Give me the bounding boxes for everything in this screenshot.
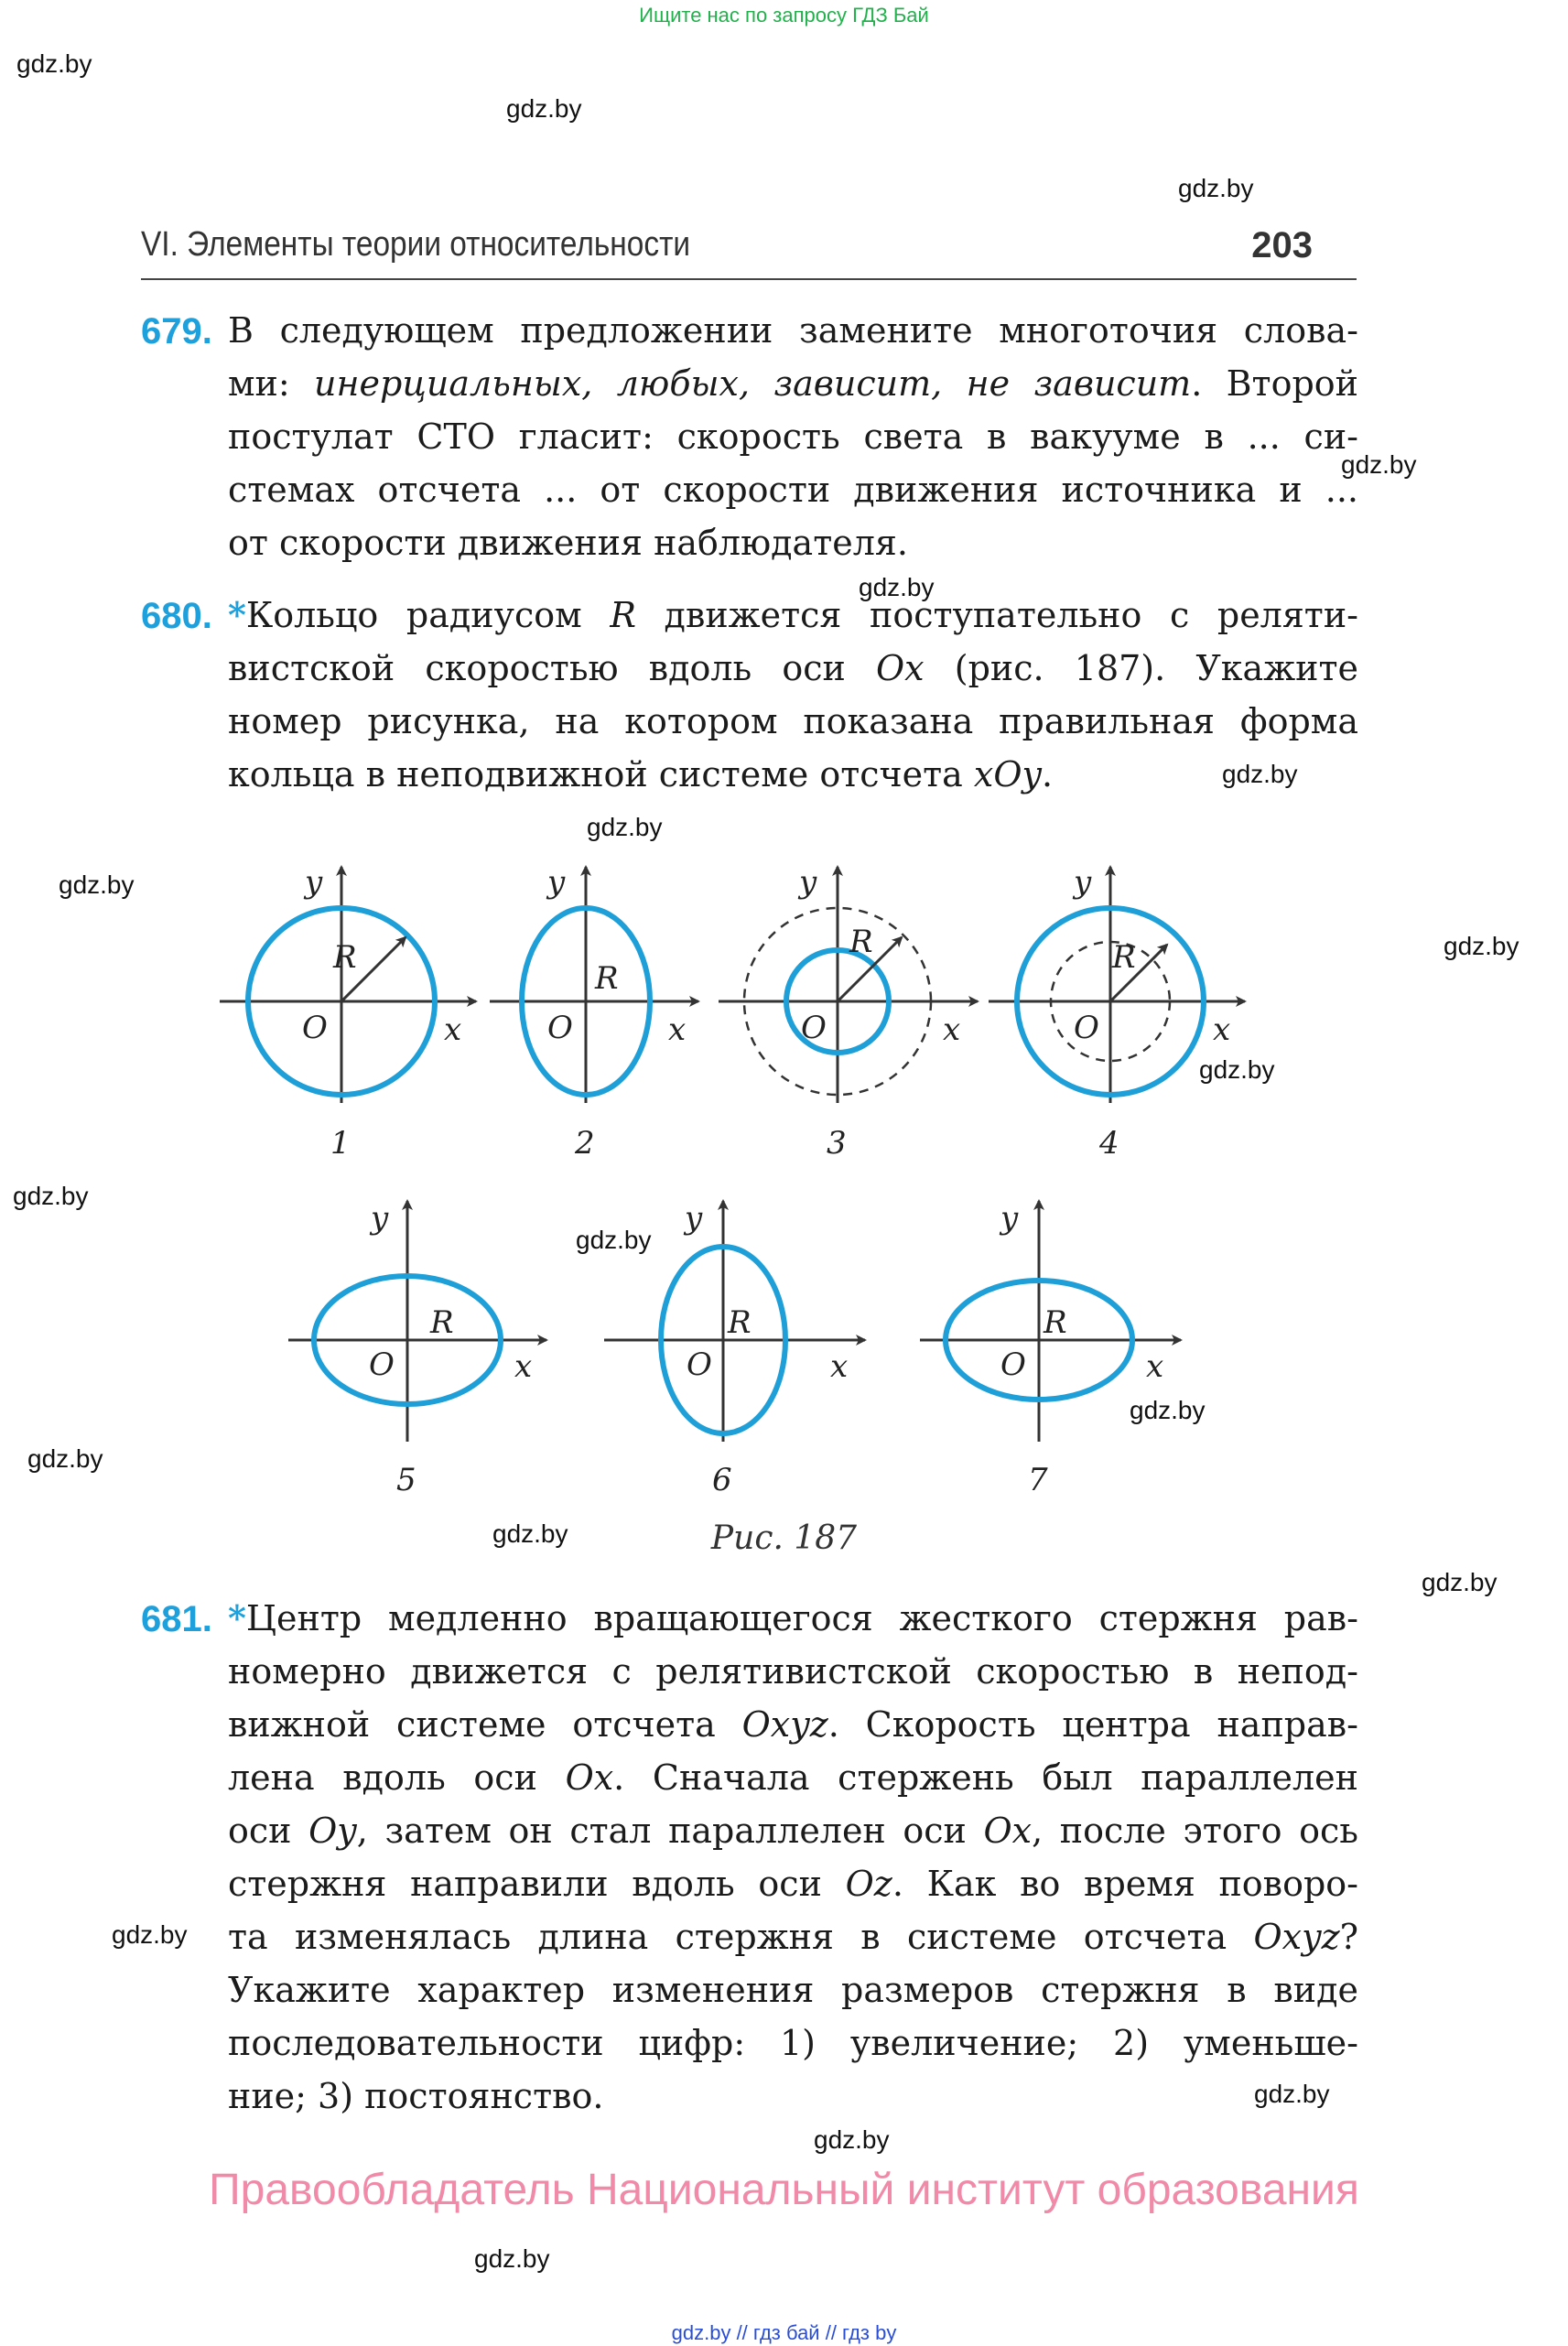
panel-4 (989, 864, 1245, 1162)
watermark: gdz.by (1130, 1396, 1206, 1424)
text-line: номерно движется с релятивистской скоростью в непод- (228, 1651, 1358, 1692)
text-line: номер рисунка, на котором показана правильная форма (228, 701, 1358, 741)
problem-number: 681. (141, 1599, 212, 1639)
problem-number: 680. (141, 596, 212, 636)
text-line: кольца в неподвижной системе отсчета xOy. (228, 754, 1054, 795)
panel-number: 3 (827, 1125, 847, 1162)
text-line: вистской скоростью вдоль оси Ox (рис. 187). Укажите (228, 648, 1358, 688)
panel-5 (288, 1200, 546, 1498)
footer-links[interactable]: gdz.by // гдз бай // гдз by (671, 2321, 897, 2344)
figure-187 (0, 851, 1568, 1529)
watermark: gdz.by (587, 813, 663, 841)
y-axis-label: y (371, 1200, 389, 1237)
text-line: последовательности цифр: 1) увеличение; 2) уменьше- (228, 2023, 1358, 2063)
panel-6 (604, 1200, 865, 1498)
y-axis-label: y (1074, 864, 1092, 901)
text-line: *Центр медленно вращающегося жесткого стержня рав- (228, 1597, 1358, 1638)
origin-label: O (687, 1346, 712, 1383)
y-axis-label: y (1000, 1200, 1019, 1237)
x-axis-label: x (943, 1011, 961, 1048)
y-axis-label: y (305, 864, 323, 901)
panel-3 (719, 864, 978, 1162)
text-line: постулат СТО гласит: скорость света в вакууме в ... си- (228, 416, 1358, 457)
panel-number: 1 (330, 1125, 351, 1162)
copyright-notice: Правообладатель Национальный институт образования (209, 2166, 1359, 2214)
x-axis-label: x (1213, 1011, 1231, 1048)
watermark: gdz.by (1254, 2080, 1330, 2108)
watermark: gdz.by (1199, 1055, 1275, 1084)
watermark: gdz.by (859, 573, 935, 601)
radius-label: R (333, 939, 357, 976)
panel-7 (920, 1200, 1181, 1498)
watermark: gdz.by (576, 1226, 652, 1254)
watermark: gdz.by (474, 2244, 550, 2273)
origin-label: O (369, 1346, 395, 1383)
origin-label: O (801, 1010, 827, 1046)
figure-caption: Рис. 187 (710, 1519, 858, 1557)
y-axis-label: y (547, 864, 566, 901)
chapter-title: VI. Элементы теории относительности (141, 225, 691, 264)
text-line: вижной системе отсчета Oxyz. Скорость центра направ- (228, 1704, 1358, 1745)
origin-label: O (302, 1010, 328, 1046)
x-axis-label: x (444, 1011, 462, 1048)
text-line: стержня направили вдоль оси Oz. Как во время поворо- (228, 1864, 1358, 1904)
problem-number: 679. (141, 311, 212, 351)
text-line: Укажите характер изменения размеров стержня в виде (228, 1970, 1358, 2010)
radius-label: R (849, 924, 873, 960)
watermark: gdz.by (492, 1519, 568, 1548)
x-axis-label: x (514, 1348, 533, 1385)
watermark: gdz.by (112, 1920, 188, 1949)
watermark: gdz.by (1222, 760, 1298, 788)
y-axis-label: y (799, 864, 817, 901)
text-line: от скорости движения наблюдателя. (228, 523, 908, 563)
radius-label: R (728, 1304, 752, 1341)
watermark: gdz.by (1422, 1568, 1498, 1596)
text-line: оси Oy, затем он стал параллелен оси Ox, после этого ось (228, 1811, 1358, 1851)
text-line: ние; 3) постоянство. (228, 2076, 604, 2116)
text-line: стемах отсчета ... от скорости движения источника и ... (228, 470, 1358, 510)
text-line: В следующем предложении замените многоточия слова- (228, 310, 1358, 351)
watermark: gdz.by (27, 1444, 103, 1473)
panel-2 (490, 864, 698, 1162)
watermark: gdz.by (59, 870, 135, 899)
header-divider (141, 278, 1357, 280)
watermark: gdz.by (16, 49, 92, 78)
radius-label: R (1044, 1304, 1067, 1341)
watermark: gdz.by (1444, 932, 1519, 960)
radius-label: R (430, 1304, 454, 1341)
panel-number: 7 (1028, 1462, 1048, 1498)
panel-1 (220, 864, 476, 1162)
origin-label: O (547, 1010, 573, 1046)
radius-label: R (1112, 939, 1136, 976)
panel-number: 5 (396, 1462, 416, 1498)
panel-number: 6 (712, 1462, 732, 1498)
top-banner[interactable]: Ищите нас по запросу ГДЗ Бай (639, 4, 929, 27)
text-line: *Кольцо радиусом R движется поступательно с реляти- (228, 594, 1358, 635)
watermark: gdz.by (13, 1182, 89, 1210)
x-axis-label: x (668, 1011, 687, 1048)
page-number: 203 (1251, 225, 1313, 265)
watermark: gdz.by (1341, 450, 1417, 479)
text-line: ми: инерциальных, любых, зависит, не зависит. Второй (228, 363, 1358, 404)
watermark: gdz.by (1178, 174, 1254, 202)
x-axis-label: x (830, 1348, 849, 1385)
origin-label: O (1074, 1010, 1099, 1046)
x-axis-label: x (1146, 1348, 1164, 1385)
origin-label: O (1000, 1346, 1026, 1383)
watermark: gdz.by (814, 2125, 890, 2154)
text-line: та изменялась длина стержня в системе отсчета Oxyz? (228, 1917, 1358, 1957)
radius-label: R (595, 960, 619, 997)
panel-number: 4 (1099, 1125, 1119, 1162)
y-axis-label: y (685, 1200, 703, 1237)
text-line: лена вдоль оси Ox. Сначала стержень был параллелен (228, 1757, 1358, 1798)
watermark: gdz.by (506, 94, 582, 123)
panel-number: 2 (575, 1125, 595, 1162)
